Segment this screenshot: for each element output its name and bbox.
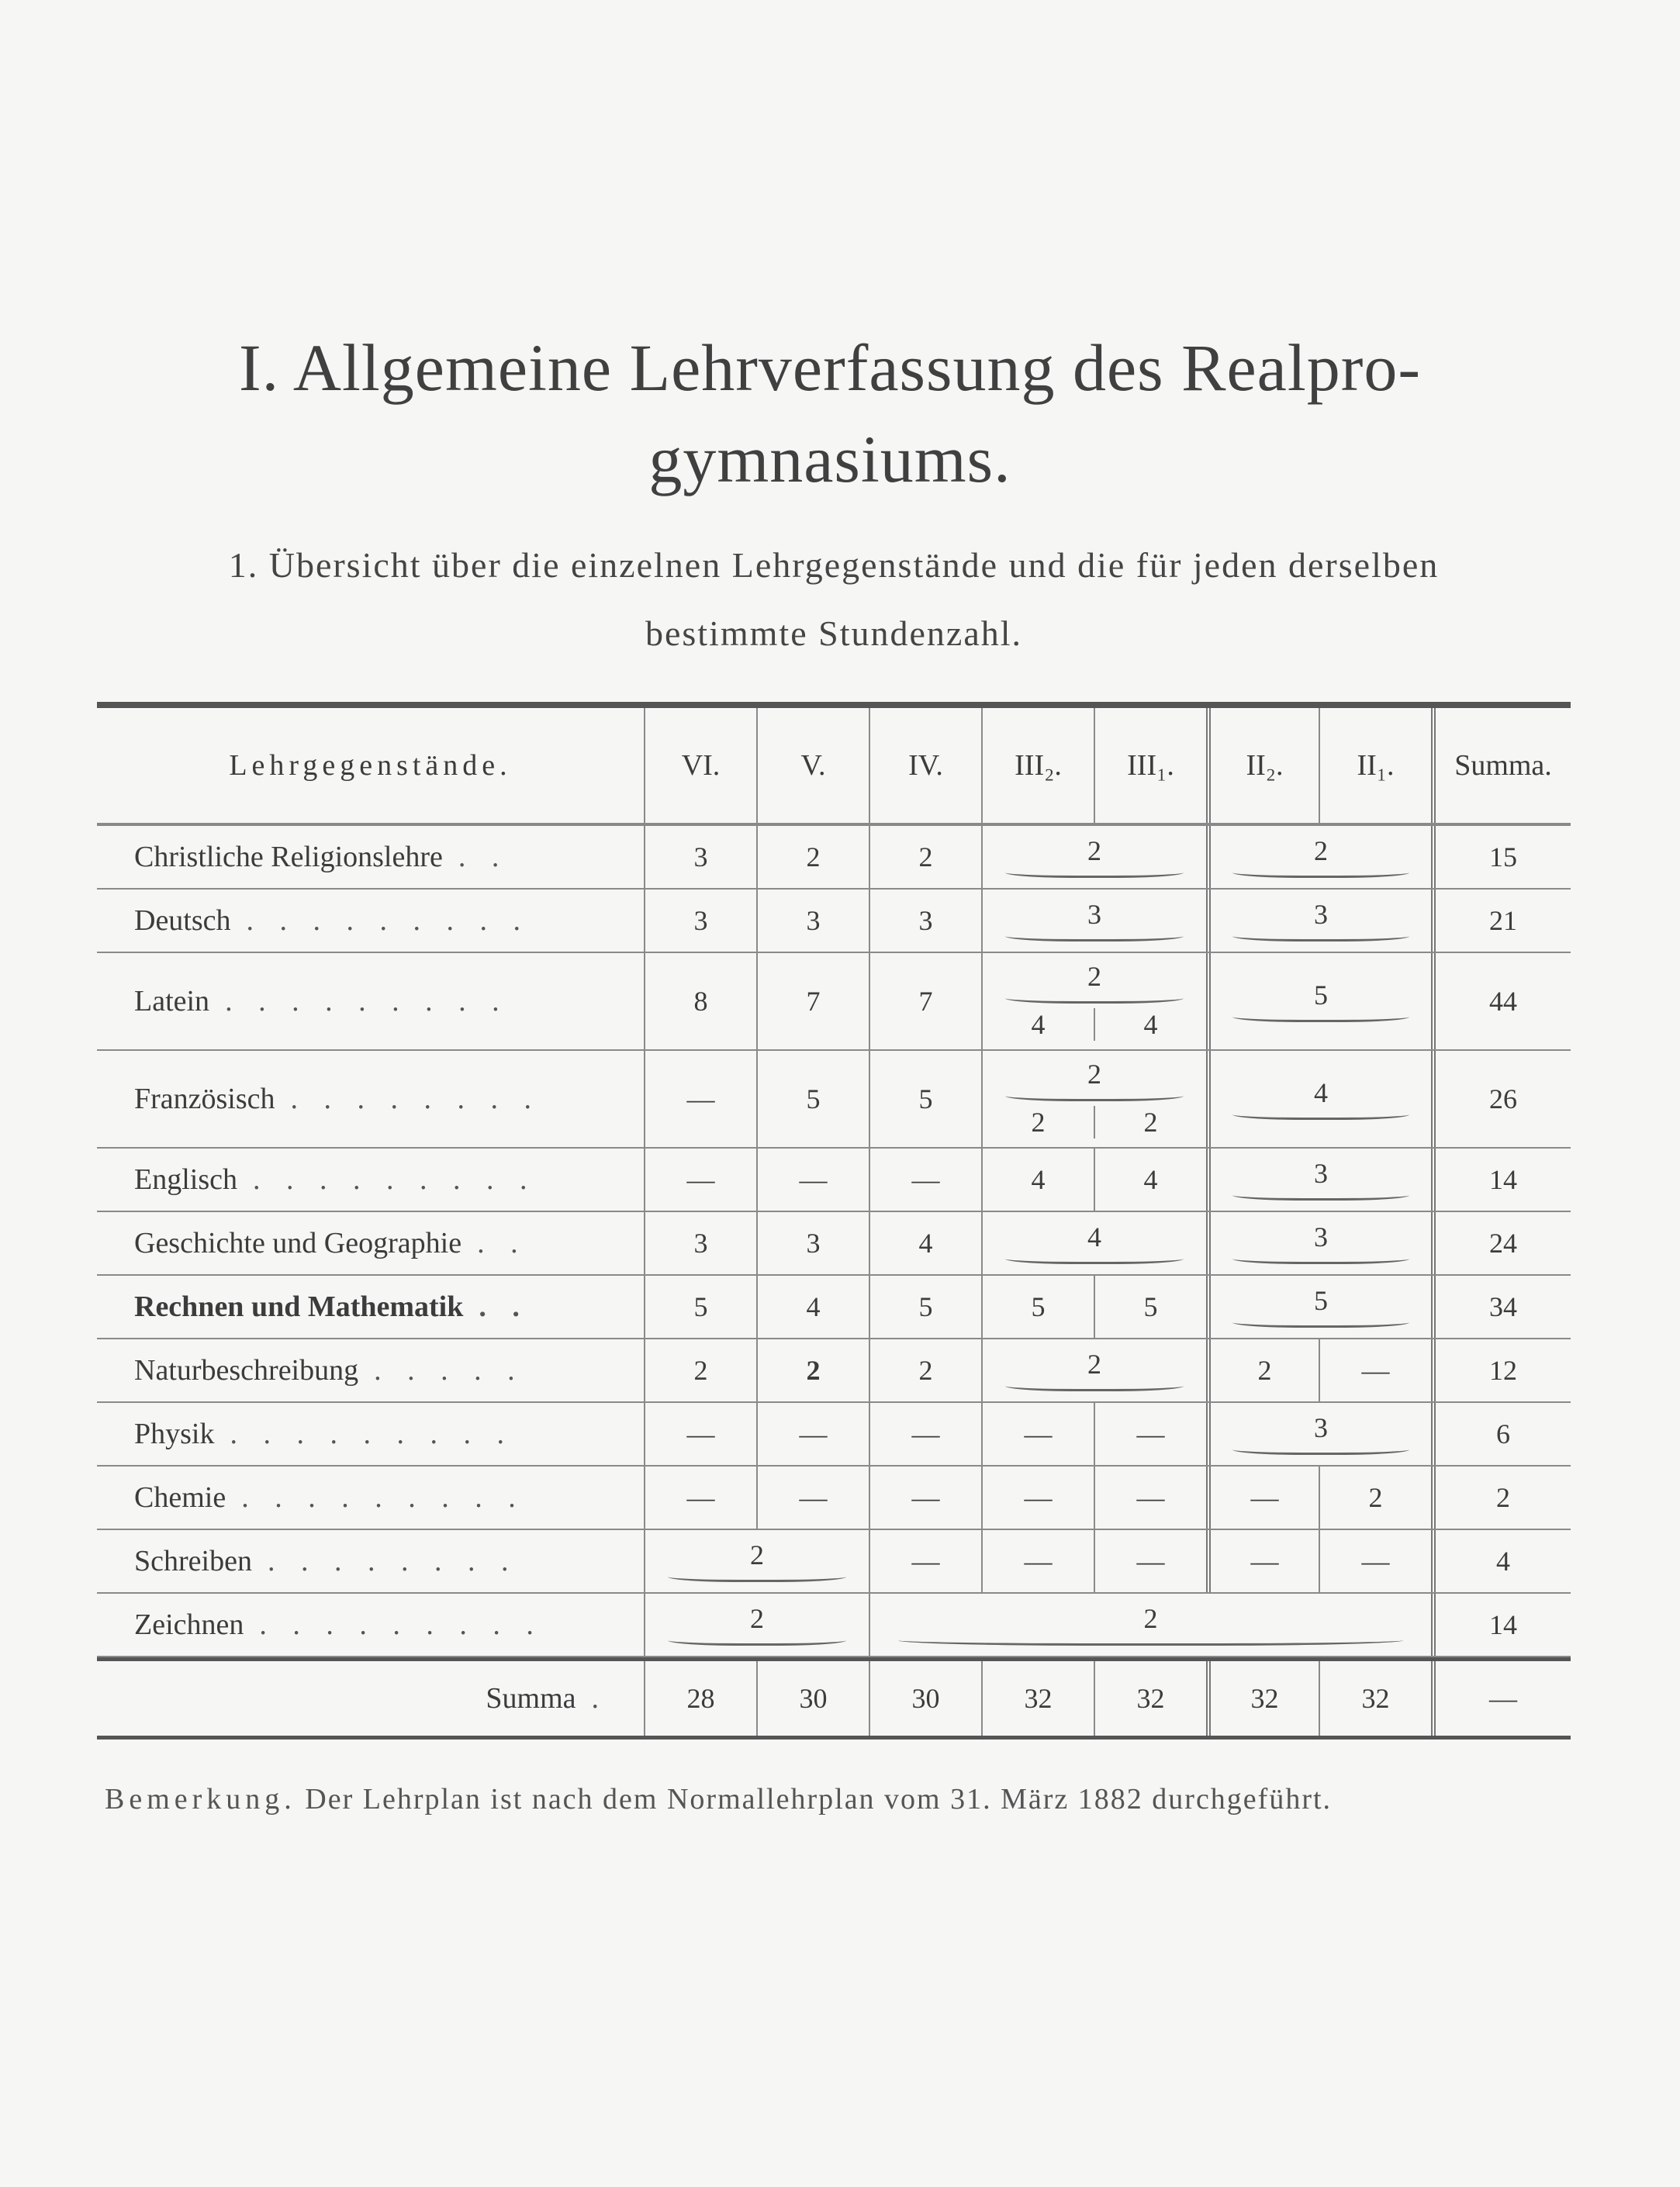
table-total-row xyxy=(97,1661,1571,1736)
value-v: 3 xyxy=(756,1212,869,1274)
subject-label: Zeichnen . . . . . . . . . xyxy=(134,1608,543,1641)
value-ii2: — xyxy=(1206,1467,1319,1529)
brace xyxy=(1232,1187,1409,1201)
value-v: 2 xyxy=(756,1339,869,1401)
brace xyxy=(898,1632,1403,1646)
value-ii-merged: 4 xyxy=(1206,1051,1431,1147)
value-vi: 3 xyxy=(644,826,756,888)
value-iv: 3 xyxy=(869,890,981,952)
value-sum: 2 xyxy=(1431,1467,1571,1529)
title-line-2: gymnasiums. xyxy=(648,422,1011,496)
brace xyxy=(1232,1251,1409,1264)
header-class-v: V. xyxy=(756,708,869,823)
table-row xyxy=(97,1212,1571,1276)
value-iii-merged: 2 2 2 xyxy=(981,1051,1206,1147)
value-iii2: — xyxy=(981,1467,1094,1529)
value-ii-merged: 3 xyxy=(1206,890,1431,952)
subject-label: Naturbeschreibung . . . . . xyxy=(134,1354,524,1387)
brace xyxy=(1232,1442,1409,1455)
value-iii-merged: 2 xyxy=(981,826,1206,888)
value-iii1: 4 xyxy=(1094,1008,1206,1041)
value-vi: — xyxy=(644,1467,756,1529)
value-sum: 24 xyxy=(1431,1212,1571,1274)
value-iii1: 5 xyxy=(1094,1276,1206,1338)
value-iv: — xyxy=(869,1403,981,1465)
table-row xyxy=(97,1403,1571,1467)
header-class-ii1: II₁. xyxy=(1319,708,1431,823)
subject-label: Englisch . . . . . . . . . xyxy=(134,1163,537,1196)
remark-label: Bemerkung. xyxy=(105,1783,296,1816)
value-iv: 5 xyxy=(869,1051,981,1147)
brace xyxy=(1005,1378,1184,1391)
value-iv: 2 xyxy=(869,1339,981,1401)
value-sum: 26 xyxy=(1431,1051,1571,1147)
value-ii-merged: 5 xyxy=(1206,953,1431,1049)
value-vi: 5 xyxy=(644,1276,756,1338)
value-iii1: — xyxy=(1094,1403,1206,1465)
value-iii2: 2 xyxy=(1031,1106,1046,1138)
value-v: — xyxy=(756,1149,869,1211)
value-ii1: — xyxy=(1319,1339,1431,1401)
brace xyxy=(1232,928,1409,941)
total-vi: 28 xyxy=(644,1661,756,1736)
brace xyxy=(1005,865,1184,878)
total-v: 30 xyxy=(756,1661,869,1736)
brace xyxy=(1232,1009,1409,1022)
table-row xyxy=(97,1530,1571,1594)
brace xyxy=(1005,928,1184,941)
value-sum: 4 xyxy=(1431,1530,1571,1592)
value-sum: 15 xyxy=(1431,826,1571,888)
value-sum: 21 xyxy=(1431,890,1571,952)
value-iii2: — xyxy=(981,1403,1094,1465)
value-iii2: 5 xyxy=(981,1276,1094,1338)
value-vi: 3 xyxy=(644,890,756,952)
value-sum: 14 xyxy=(1431,1149,1571,1211)
header-class-iii1: III₁. xyxy=(1094,708,1206,823)
value-iii2: 4 xyxy=(981,1149,1094,1211)
table-row xyxy=(97,1339,1571,1403)
value-v: 5 xyxy=(756,1051,869,1147)
brace xyxy=(668,1569,846,1582)
header-class-iv: IV. xyxy=(869,708,981,823)
value-vi: 8 xyxy=(644,953,756,1049)
value-iv: 2 xyxy=(869,826,981,888)
header-class-vi: VI. xyxy=(644,708,756,823)
header-class-iii2: III₂. xyxy=(981,708,1094,823)
table-header-row xyxy=(97,708,1571,824)
value-v: 3 xyxy=(756,890,869,952)
total-ii1: 32 xyxy=(1319,1661,1431,1736)
brace xyxy=(1232,1315,1409,1328)
brace xyxy=(1005,990,1184,1004)
brace xyxy=(1232,865,1409,878)
remark-text: Der Lehrplan ist nach dem Normallehrplan vom 31. März 1882 durchgeführt. xyxy=(305,1783,1333,1816)
value-sum: 44 xyxy=(1431,953,1571,1049)
value-vi: — xyxy=(644,1051,756,1147)
page-title xyxy=(93,322,1567,505)
subject-label: Geschichte und Geographie . . xyxy=(134,1227,527,1259)
value-ii-merged: 5 xyxy=(1206,1276,1431,1338)
header-class-ii2: II₂. xyxy=(1206,708,1319,823)
subtitle-line-2: bestimmte Stundenzahl. xyxy=(645,613,1023,653)
value-iii-merged: 3 xyxy=(981,890,1206,952)
value-iii2: 4 xyxy=(1031,1008,1046,1040)
value-vi-v-merged: 2 xyxy=(644,1594,869,1656)
value-ii1: — xyxy=(1319,1530,1431,1592)
value-sum: 14 xyxy=(1431,1594,1571,1656)
title-line-1: I. Allgemeine Lehrverfassung des Realpro- xyxy=(239,330,1421,405)
subject-label: Rechnen und Mathematik . . xyxy=(134,1290,529,1323)
table-top-rule xyxy=(97,702,1571,708)
value-sum: 6 xyxy=(1431,1403,1571,1465)
total-iii2: 32 xyxy=(981,1661,1094,1736)
value-iii-merged: 2 xyxy=(981,1339,1206,1401)
value-ii2: — xyxy=(1206,1530,1319,1592)
total-iii1: 32 xyxy=(1094,1661,1206,1736)
value-ii-merged: 2 xyxy=(1206,826,1431,888)
value-v: 7 xyxy=(756,953,869,1049)
value-vi: — xyxy=(644,1149,756,1211)
value-iv: — xyxy=(869,1149,981,1211)
header-subject: Lehrgegenstände. xyxy=(229,749,512,782)
subject-label: Deutsch . . . . . . . . . xyxy=(134,904,531,937)
table-row xyxy=(97,1467,1571,1530)
subtitle-line-1: 1. Übersicht über die einzelnen Lehrgegenstände und die für jeden derselben xyxy=(228,545,1440,585)
remark xyxy=(105,1782,1578,1816)
brace xyxy=(1005,1088,1184,1101)
value-sum: 12 xyxy=(1431,1339,1571,1401)
value-v: — xyxy=(756,1403,869,1465)
total-sum: — xyxy=(1431,1661,1571,1736)
subject-label: Christliche Religionslehre . . xyxy=(134,841,509,873)
value-vi: — xyxy=(644,1403,756,1465)
subject-label: Physik . . . . . . . . . xyxy=(134,1418,513,1450)
subject-label: Schreiben . . . . . . . . xyxy=(134,1545,518,1577)
value-ii2: 2 xyxy=(1206,1339,1319,1401)
table-row xyxy=(97,953,1571,1051)
value-iv: — xyxy=(869,1467,981,1529)
value-iii1: — xyxy=(1094,1530,1206,1592)
subject-label: Französisch . . . . . . . . xyxy=(134,1083,541,1115)
value-vi: 2 xyxy=(644,1339,756,1401)
section-subtitle xyxy=(101,531,1567,668)
value-ii-merged: 3 xyxy=(1206,1212,1431,1274)
value-iv: 5 xyxy=(869,1276,981,1338)
value-iii2: — xyxy=(981,1530,1094,1592)
value-iv: 7 xyxy=(869,953,981,1049)
table-row xyxy=(97,826,1571,890)
value-iii1: 2 xyxy=(1094,1106,1206,1138)
value-ii-merged: 3 xyxy=(1206,1149,1431,1211)
brace xyxy=(1005,1251,1184,1264)
brace xyxy=(1232,1107,1409,1120)
total-iv: 30 xyxy=(869,1661,981,1736)
value-iii1: 4 xyxy=(1094,1149,1206,1211)
table-row xyxy=(97,890,1571,953)
value-vi-v-merged: 2 xyxy=(644,1530,869,1592)
value-iii-merged: 4 xyxy=(981,1212,1206,1274)
value-iv: 4 xyxy=(869,1212,981,1274)
table-row xyxy=(97,1149,1571,1212)
value-sum: 34 xyxy=(1431,1276,1571,1338)
subject-label: Latein . . . . . . . . . xyxy=(134,985,509,1017)
value-iv-ii1-merged: 2 xyxy=(869,1594,1431,1656)
value-iii-merged: 2 4 4 xyxy=(981,953,1206,1049)
value-ii1: 2 xyxy=(1319,1467,1431,1529)
value-iii1: — xyxy=(1094,1467,1206,1529)
subject-label: Chemie . . . . . . . . . xyxy=(134,1481,525,1514)
brace xyxy=(668,1632,846,1646)
table-row xyxy=(97,1051,1571,1149)
total-label: Summa . xyxy=(486,1682,608,1715)
header-sum: Summa. xyxy=(1431,708,1571,823)
value-vi: 3 xyxy=(644,1212,756,1274)
value-ii-merged: 3 xyxy=(1206,1403,1431,1465)
value-iv: — xyxy=(869,1530,981,1592)
table-row xyxy=(97,1594,1571,1657)
table-bottom-rule xyxy=(97,1736,1571,1740)
curriculum-table xyxy=(97,702,1571,1740)
value-v: 2 xyxy=(756,826,869,888)
total-ii2: 32 xyxy=(1206,1661,1319,1736)
value-v: 4 xyxy=(756,1276,869,1338)
value-v: — xyxy=(756,1467,869,1529)
table-row xyxy=(97,1276,1571,1339)
